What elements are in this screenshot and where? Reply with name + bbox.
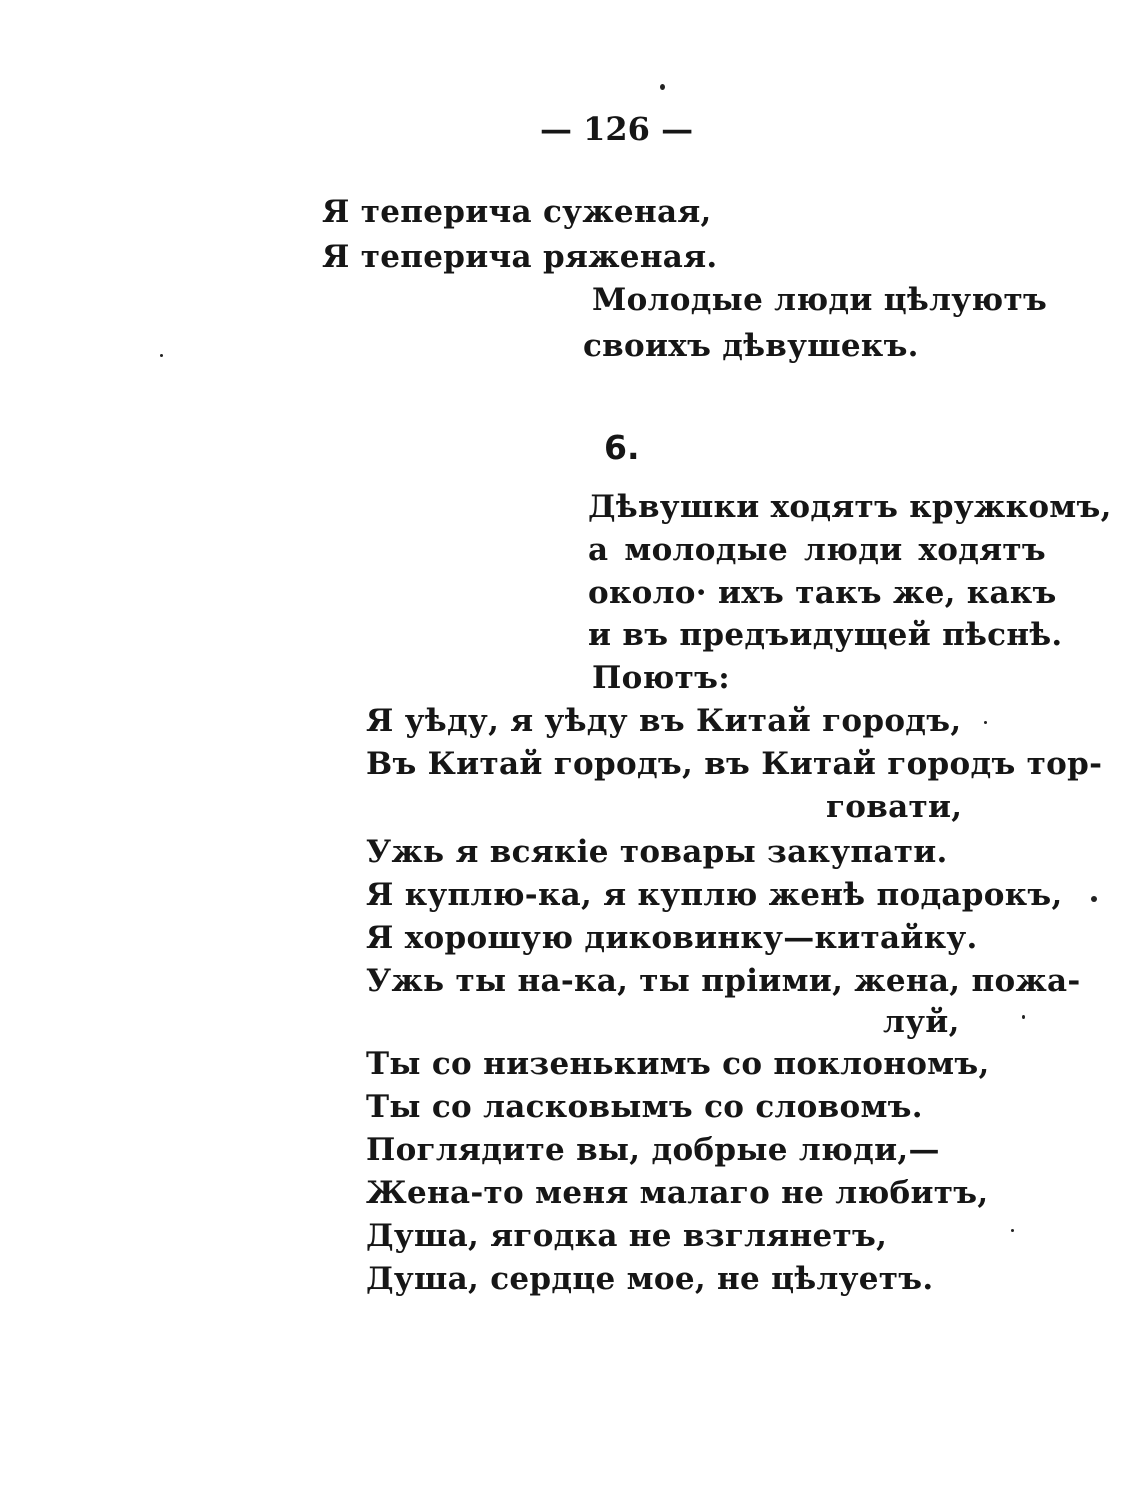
verse-line: Я куплю-ка, я куплю женѣ подарокъ, xyxy=(366,877,1063,913)
page-number: — 126 — xyxy=(540,110,694,148)
verse-line: Душа, ягодка не взглянетъ, xyxy=(366,1218,888,1254)
stage-direction-line: и въ предъидущей пѣснѣ. xyxy=(588,617,1063,653)
verse-line: Поглядите вы, добрые люди,— xyxy=(366,1132,940,1168)
stage-direction-line: около· ихъ такъ же, какъ xyxy=(588,575,1057,611)
scan-speck xyxy=(660,84,665,90)
stage-direction-line: своихъ дѣвушекъ. xyxy=(583,328,919,364)
scan-speck xyxy=(1022,1015,1025,1019)
stage-direction-line: Молодые люди цѣлуютъ xyxy=(592,282,1048,318)
verse-line: Ужь ты на-ка, ты пріими, жена, пожа- xyxy=(366,963,1081,999)
verse-line: Я хорошую диковинку—китайку. xyxy=(366,920,978,956)
scan-speck xyxy=(160,354,163,357)
stage-direction-line: Поютъ: xyxy=(592,660,730,696)
scan-speck xyxy=(984,721,987,724)
verse-line: Я уѣду, я уѣду въ Китай городъ, xyxy=(366,703,962,739)
stage-direction-line: а молодые люди ходятъ xyxy=(588,532,1046,568)
verse-line: луй, xyxy=(883,1004,960,1040)
verse-line: Душа, сердце мое, не цѣлуетъ. xyxy=(366,1261,934,1297)
verse-line: Ты со ласковымъ со словомъ. xyxy=(366,1089,923,1125)
verse-line: Въ Китай городъ, въ Китай городъ тор- xyxy=(366,746,1103,782)
scan-speck xyxy=(1091,896,1097,902)
verse-line: говати, xyxy=(826,789,963,825)
verse-line: Ты со низенькимъ со поклономъ, xyxy=(366,1046,990,1082)
scan-speck xyxy=(1011,1229,1014,1232)
verse-line: Я теперича суженая, xyxy=(322,194,712,230)
verse-line: Жена-то меня малаго не любитъ, xyxy=(366,1175,989,1211)
verse-line: Ужь я всякіе товары закупати. xyxy=(366,834,948,870)
song-number: 6. xyxy=(604,428,640,467)
stage-direction-line: Дѣвушки ходятъ кружкомъ, xyxy=(588,489,1112,525)
verse-line: Я теперича ряженая. xyxy=(322,239,718,275)
